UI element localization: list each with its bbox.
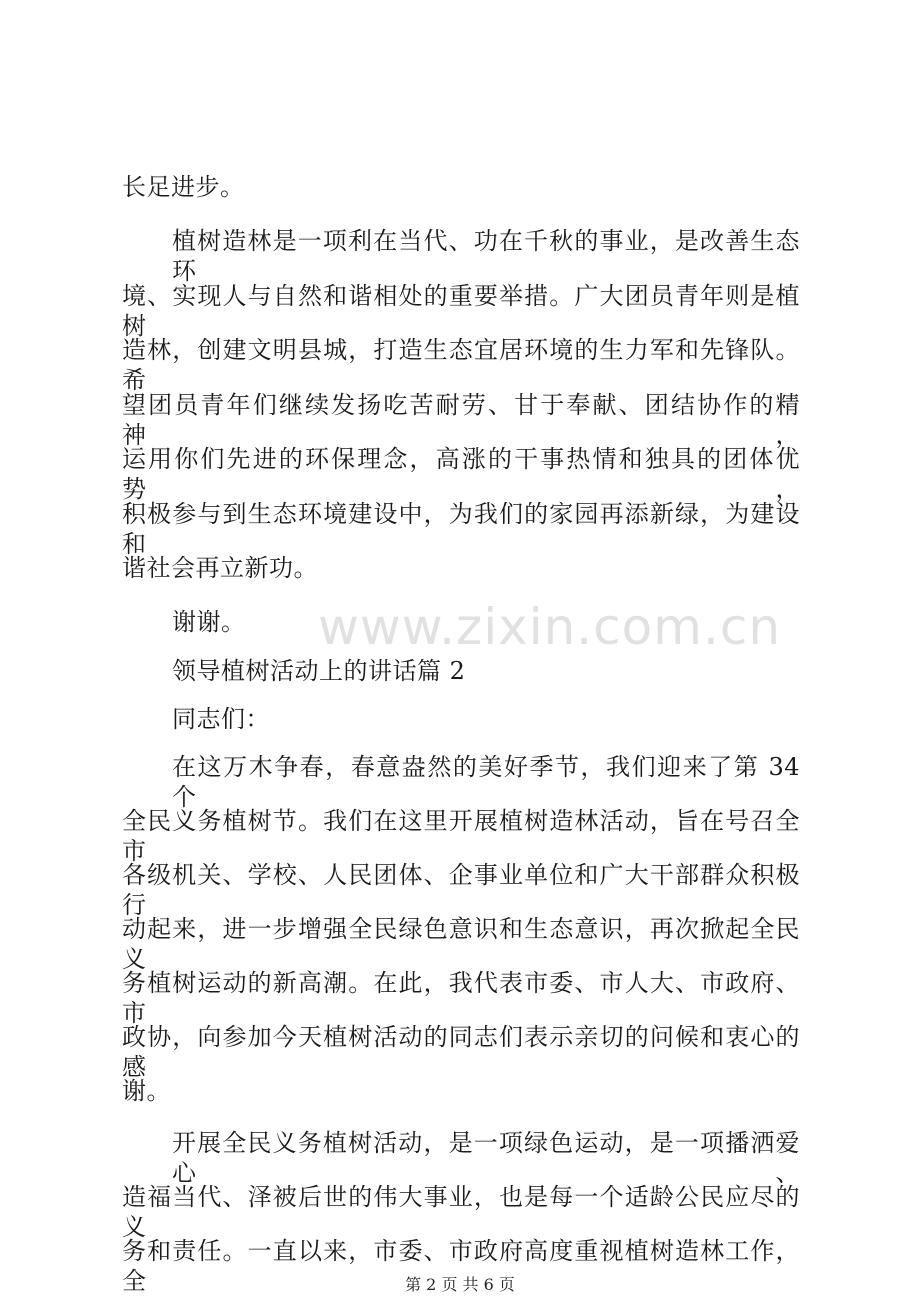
text-line: 植树造林是一项利在当代、功在千秋的事业，是改善生态环 <box>172 227 800 285</box>
text-line: 动起来，进一步增强全民绿色意识和生态意识，再次掀起全民义 <box>122 915 800 973</box>
text-line: 造林，创建文明县城，打造生态宜居环境的生力军和先锋队。希 <box>122 336 800 394</box>
text-line: 长足进步。 <box>122 173 245 201</box>
text-line: 谢谢。 <box>172 608 246 636</box>
text-line: 务植树运动的新高潮。在此，我代表市委、市人大、市政府、市 <box>122 969 800 1027</box>
salutation: 同志们： <box>172 705 270 733</box>
text-line: 望团员青年们继续发扬吃苦耐劳、甘于奉献、团结协作的精神， <box>122 391 800 449</box>
text-line: 各级机关、学校、人民团体、企事业单位和广大干部群众积极行 <box>122 861 800 919</box>
page-footer: 第 2 页 共 6 页 <box>405 1275 515 1294</box>
section-heading: 领导植树活动上的讲话篇 2 <box>172 657 466 685</box>
text-line: 积极参与到生态环境建设中，为我们的家园再添新绿，为建设和 <box>122 500 800 558</box>
text-line: 政协，向参加今天植树活动的同志们表示亲切的问候和衷心的感 <box>122 1023 800 1081</box>
watermark: www.zixin.com.cn <box>318 598 782 656</box>
text-line: 在这万木争春，春意盎然的美好季节，我们迎来了第 34 个 <box>172 753 800 811</box>
text-line: 开展全民义务植树活动，是一项绿色运动，是一项播洒爱心、 <box>172 1129 800 1187</box>
text-line: 造福当代、泽被后世的伟大事业，也是每一个适龄公民应尽的义 <box>122 1183 800 1241</box>
text-line: 谐社会再立新功。 <box>122 554 318 582</box>
text-line: 境、实现人与自然和谐相处的重要举措。广大团员青年则是植树 <box>122 282 800 340</box>
text-line: 运用你们先进的环保理念，高涨的干事热情和独具的团体优势， <box>122 445 800 503</box>
text-line: 谢。 <box>122 1077 171 1105</box>
text-line: 务和责任。一直以来，市委、市政府高度重视植树造林工作，全 <box>122 1237 800 1295</box>
text-line: 全民义务植树节。我们在这里开展植树造林活动，旨在号召全市 <box>122 807 800 865</box>
